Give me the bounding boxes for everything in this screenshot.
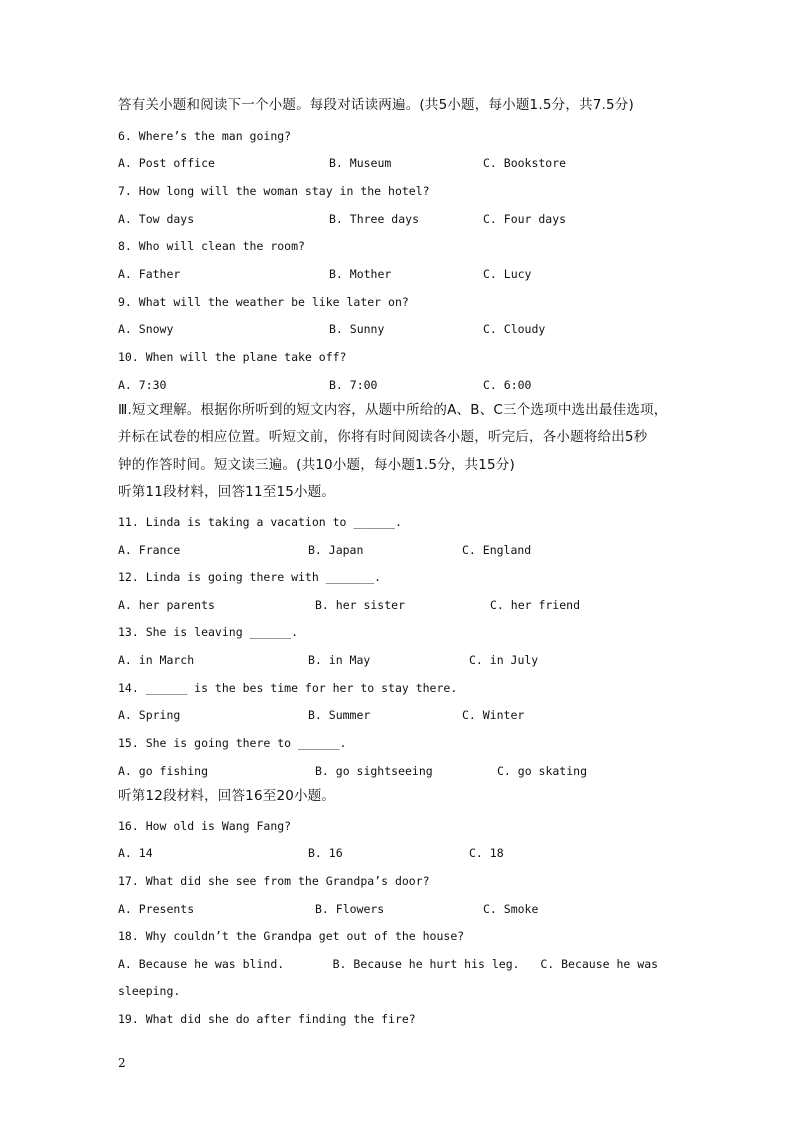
question-6: 6. Where’s the man going? [118, 129, 292, 143]
option-16b: B. 16 [308, 846, 343, 860]
option-10c: C. 6:00 [483, 378, 532, 392]
material-11-heading: 听第11段材料，回答11至15小题。 [118, 484, 336, 500]
question-18: 18. Why couldn’t the Grandpa get out of the house? [118, 929, 465, 943]
option-9b: B. Sunny [329, 322, 385, 336]
question-9: 9. What will the weather be like later on? [118, 295, 409, 309]
option-12a: A. her parents [118, 598, 215, 612]
option-16c: C. 18 [469, 846, 504, 860]
question-13: 13. She is leaving ______. [118, 625, 299, 639]
option-13b: B. in May [308, 653, 371, 667]
option-6b: B. Museum [329, 156, 392, 170]
option-8a: A. Father [118, 267, 181, 281]
option-14a: A. Spring [118, 708, 181, 722]
option-7a: A. Tow days [118, 212, 195, 226]
option-8c: C. Lucy [483, 267, 532, 281]
option-7b: B. Three days [329, 212, 420, 226]
material-12-heading: 听第12段材料，回答16至20小题。 [118, 788, 336, 804]
question-7: 7. How long will the woman stay in the hotel? [118, 184, 430, 198]
option-16a: A. 14 [118, 846, 153, 860]
question-17: 17. What did she see from the Grandpa’s door? [118, 874, 430, 888]
option-14c: C. Winter [462, 708, 525, 722]
options-18-line-1: A. Because he was blind. B. Because he hurt his leg. C. Because he was [118, 957, 659, 971]
section2-instructions: 答有关小题和阅读下一个小题。每段对话读两遍。(共5小题，每小题1.5分，共7.5分) [118, 97, 634, 113]
section3-instructions-line-1: Ⅲ.短文理解。根据你所听到的短文内容，从题中所给的A、B、C三个选项中选出最佳选项， [118, 402, 668, 418]
option-15a: A. go fishing [118, 764, 209, 778]
option-10a: A. 7:30 [118, 378, 167, 392]
option-11a: A. France [118, 543, 181, 557]
option-17b: B. Flowers [315, 902, 385, 916]
question-19: 19. What did she do after finding the fire? [118, 1012, 416, 1026]
question-15: 15. She is going there to ______. [118, 736, 347, 750]
question-8: 8. Who will clean the room? [118, 239, 305, 253]
options-18-line-2: sleeping. [118, 984, 181, 998]
page-number: 2 [118, 1056, 126, 1070]
option-14b: B. Summer [308, 708, 371, 722]
option-11c: C. England [462, 543, 532, 557]
option-9a: A. Snowy [118, 322, 174, 336]
option-13a: A. in March [118, 653, 195, 667]
question-14: 14. ______ is the bes time for her to stay there. [118, 681, 458, 695]
section3-instructions-line-2: 并标在试卷的相应位置。听短文前，你将有时间阅读各小题，听完后，各小题将给出5秒 [118, 429, 648, 445]
option-17c: C. Smoke [483, 902, 539, 916]
option-9c: C. Cloudy [483, 322, 546, 336]
option-10b: B. 7:00 [329, 378, 378, 392]
option-17a: A. Presents [118, 902, 195, 916]
option-11b: B. Japan [308, 543, 364, 557]
option-6c: C. Bookstore [483, 156, 567, 170]
option-12c: C. her friend [490, 598, 581, 612]
question-16: 16. How old is Wang Fang? [118, 819, 292, 833]
option-8b: B. Mother [329, 267, 392, 281]
option-15c: C. go skating [497, 764, 588, 778]
option-12b: B. her sister [315, 598, 406, 612]
question-11: 11. Linda is taking a vacation to ______. [118, 515, 402, 529]
option-6a: A. Post office [118, 156, 215, 170]
option-7c: C. Four days [483, 212, 567, 226]
section3-instructions-line-3: 钟的作答时间。短文读三遍。(共10小题，每小题1.5分，共15分) [118, 457, 515, 473]
option-13c: C. in July [469, 653, 539, 667]
question-10: 10. When will the plane take off? [118, 350, 347, 364]
question-12: 12. Linda is going there with _______. [118, 570, 382, 584]
option-15b: B. go sightseeing [315, 764, 433, 778]
